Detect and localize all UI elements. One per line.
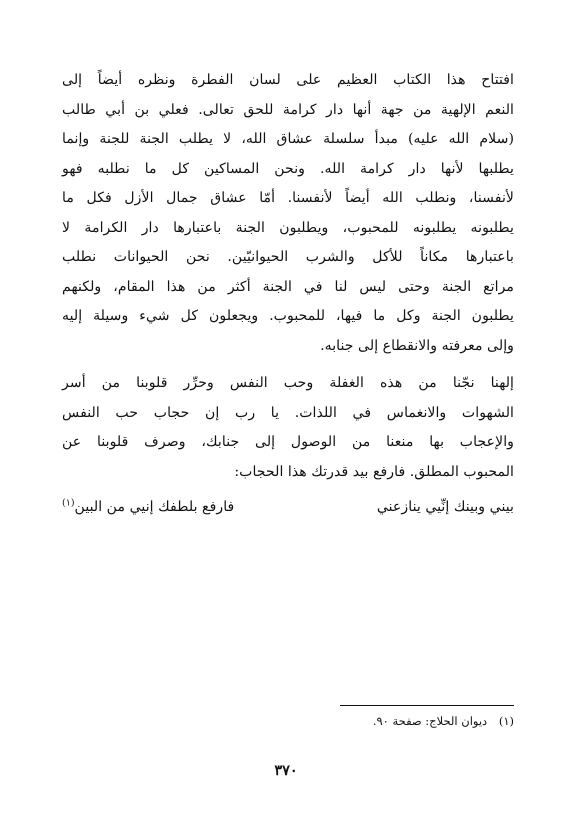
paragraph-1 <box>62 66 514 361</box>
text-line: يطلبونه يطلبونه للمحبوب، ويطلبون الجنة باعتبارها دار الكرامة لا <box>62 219 514 236</box>
text-line: النعم الإلهية من جهة أنها دار كرامة للحق تعالى. فعلي بن أبي طالب <box>62 101 514 118</box>
text-line: يطلبون الجنة وكل ما فيها، للمحبوب. ويجعلون كل شيء وسيلة إليه <box>62 308 514 324</box>
text-line: يطلبها لأنها دار كرامة الله. ونحن المساكين كل ما نطلبه فهو <box>62 160 514 177</box>
page-number: ٣٧٠ <box>274 762 298 779</box>
footnote-divider <box>340 705 514 706</box>
text-line: الشهوات والانغماس في اللذات. يا رب إن حجاب حب النفس <box>62 404 514 421</box>
footnote-text: ديوان الحلاج: صفحة ٩٠. <box>372 714 488 728</box>
text-line: لأنفسنا، ونطلب الله أيضاً لأنفسنا. أمّا عشاق جمال الأزل فكل ما <box>62 190 514 206</box>
verse-second-hemistich <box>62 493 234 523</box>
text-line: وإلى معرفته والانقطاع إلى جنابه. <box>320 337 514 354</box>
verse-second-hemistich-text: فارفع بلطفك إنيي من البين <box>74 499 235 515</box>
text-line: المحبوب المطلق. فارفع بيد قدرتك هذا الحجاب: <box>234 463 514 480</box>
main-text <box>62 66 514 523</box>
text-line: مراتع الجنة وحتى ليس لنا في الجنة أكثر من هذا المقام، ولكنهم <box>62 278 514 295</box>
text-line: باعتبارها مكاناً للأكل والشرب الحيوانيّين. نحن الحيوانات نطلب <box>62 249 514 265</box>
footnote-number: (١) <box>498 714 514 728</box>
text-line: والإعجاب بها منعنا من الوصول إلى جنابك، وصرف قلوبنا عن <box>62 434 514 450</box>
footnote <box>62 712 514 730</box>
footnote-marker: (١) <box>62 497 75 509</box>
text-line: افتتاح هذا الكتاب العظيم على لسان الفطرة ونظره أيضاً إلى <box>62 72 514 88</box>
verse-first-hemistich: بيني وبينك إنِّيي ينازعني <box>376 499 514 515</box>
poetry-verse <box>62 493 514 523</box>
text-line: إلهنا نجّنا من هذه الغفلة وحب النفس وحرِّر قلوبنا من أسر <box>62 375 514 391</box>
paragraph-2 <box>62 369 514 487</box>
text-line: (سلام الله عليه) مبدأ سلسلة عشاق الله، لا يطلب الجنة للجنة وإنما <box>62 131 514 147</box>
